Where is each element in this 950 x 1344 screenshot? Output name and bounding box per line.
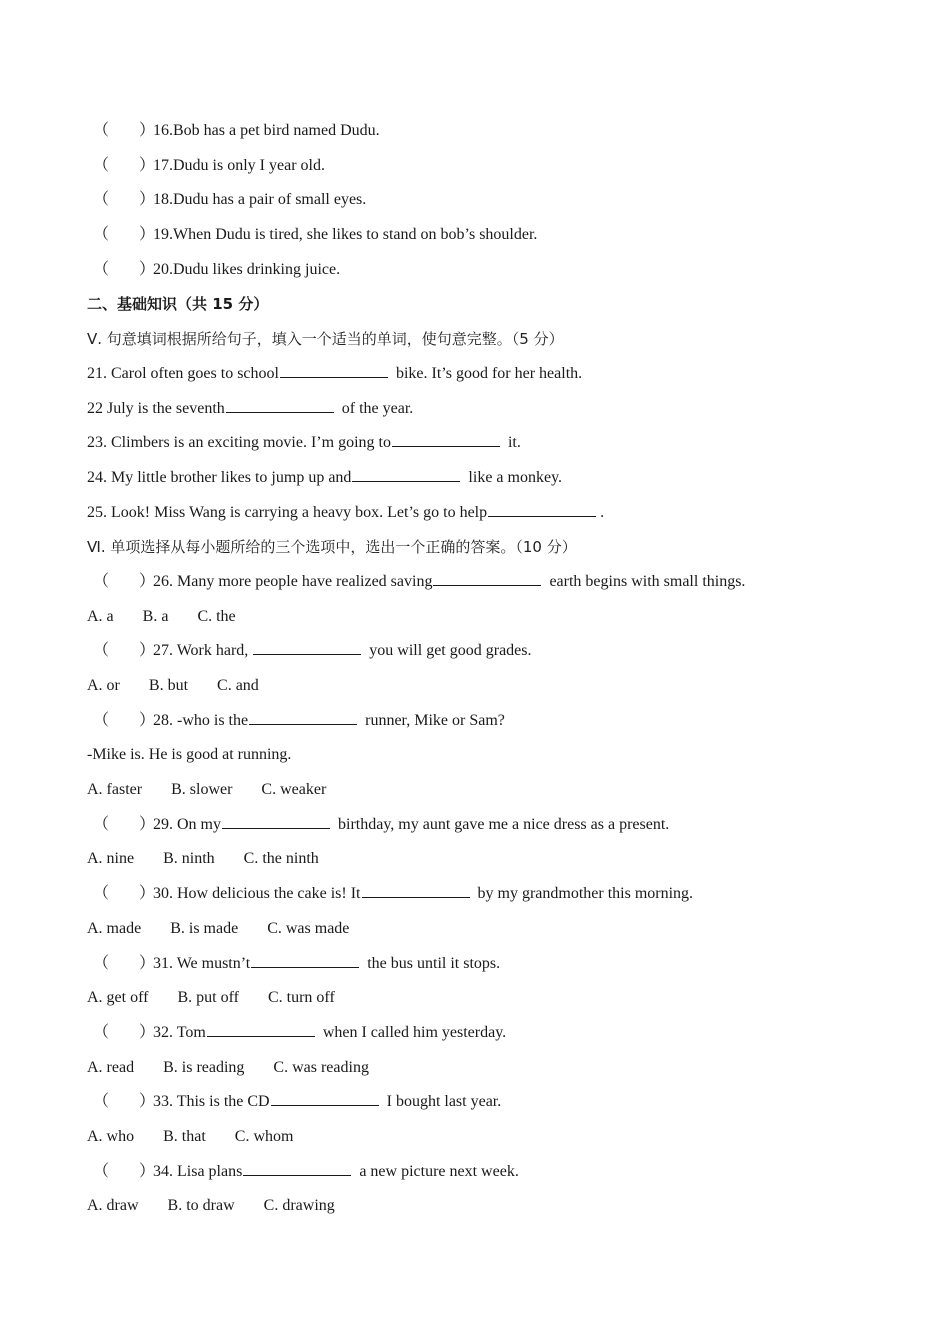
answer-option[interactable]: C. was made	[267, 919, 350, 937]
answer-option[interactable]: A. read	[87, 1058, 135, 1076]
mc-question	[87, 634, 887, 669]
answer-blank[interactable]	[352, 467, 460, 482]
answer-blank[interactable]	[222, 814, 330, 829]
fill-in-list	[87, 357, 887, 530]
tf-item	[87, 149, 887, 184]
part-6-title: Ⅵ. 单项选择从每小题所给的三个选项中，选出一个正确的答案。（10 分）	[87, 538, 577, 557]
bracket-close: ）	[139, 885, 156, 903]
answer-blank[interactable]	[392, 432, 500, 447]
answer-option[interactable]: C. turn off	[267, 989, 335, 1007]
question-number: 18.	[153, 191, 173, 209]
answer-bracket[interactable]	[87, 704, 156, 739]
question-text: Dudu is only I year old.	[173, 156, 325, 174]
mc-question	[87, 808, 887, 843]
option-row	[87, 912, 887, 947]
question-text-before: 31. We mustn’t	[153, 954, 251, 972]
question-text-before: 21. Carol often goes to school	[87, 364, 279, 382]
question-text-after: earth begins with small things.	[545, 572, 746, 590]
answer-option[interactable]: A. a	[87, 607, 114, 625]
answer-option[interactable]: A. who	[87, 1127, 135, 1145]
bracket-open: （	[93, 1162, 110, 1180]
answer-bracket[interactable]	[87, 808, 156, 843]
answer-blank[interactable]	[280, 363, 388, 378]
mc-question	[87, 704, 887, 739]
mc-question	[87, 1016, 887, 1051]
answer-blank[interactable]	[362, 883, 470, 898]
answer-blank[interactable]	[207, 1022, 315, 1037]
question-text-after: the bus until it stops.	[363, 954, 501, 972]
question-text-after: of the year.	[337, 399, 414, 417]
mc-question	[87, 565, 887, 600]
bracket-open: （	[93, 1093, 110, 1111]
answer-blank[interactable]	[249, 710, 357, 725]
question-text-before: 24. My little brother likes to jump up and	[87, 468, 352, 486]
bracket-open: （	[93, 122, 110, 139]
fill-item	[87, 392, 887, 427]
bracket-close: ）	[139, 642, 156, 660]
option-row	[87, 600, 887, 635]
question-text-after: I bought last year.	[382, 1093, 502, 1111]
bracket-close: ）	[139, 815, 156, 833]
answer-option[interactable]: B. is made	[170, 919, 239, 937]
question-number: 20.	[153, 260, 173, 278]
answer-option[interactable]: A. get off	[87, 989, 149, 1007]
answer-option[interactable]: C. weaker	[261, 781, 327, 799]
question-text-after: it.	[503, 434, 521, 452]
bracket-close: ）	[139, 1023, 156, 1041]
multiple-choice-list	[87, 565, 887, 1224]
tf-item	[87, 253, 887, 288]
fill-item	[87, 357, 887, 392]
section-2-title: 二、基础知识（共 15 分）	[87, 295, 269, 314]
question-text: Dudu has a pair of small eyes.	[173, 191, 367, 209]
question-text-after: like a monkey.	[464, 468, 563, 486]
worksheet-page	[87, 114, 887, 1224]
fill-item	[87, 426, 887, 461]
question-text-after: you will get good grades.	[365, 642, 532, 660]
bracket-close: ）	[139, 156, 156, 174]
question-number: 16.	[153, 122, 173, 139]
answer-bracket[interactable]	[87, 253, 156, 288]
answer-bracket[interactable]	[87, 565, 156, 600]
bracket-close: ）	[139, 1162, 156, 1180]
answer-bracket[interactable]	[87, 947, 156, 982]
question-text-before: 22 July is the seventh	[87, 399, 225, 417]
bracket-close: ）	[139, 226, 156, 244]
answer-option[interactable]: B. but	[148, 677, 189, 694]
answer-bracket[interactable]	[87, 1085, 156, 1120]
question-text: When Dudu is tired, she likes to stand on bob’s shoulder.	[173, 226, 538, 244]
question-text-after: runner, Mike or Sam?	[361, 711, 505, 729]
fill-item	[87, 496, 887, 531]
answer-option[interactable]: B. ninth	[163, 850, 215, 868]
answer-option[interactable]: C. was reading	[273, 1058, 369, 1076]
fill-item	[87, 461, 887, 496]
question-text-before: 29. On my	[153, 815, 221, 833]
bracket-close: ）	[139, 191, 156, 209]
answer-option[interactable]: C. the	[197, 607, 236, 625]
bracket-open: （	[93, 226, 110, 244]
question-text-before: 25. Look! Miss Wang is carrying a heavy box. Let’s go to help	[87, 503, 488, 521]
bracket-open: （	[93, 815, 110, 833]
question-text-after: a new picture next week.	[355, 1162, 519, 1180]
bracket-open: （	[93, 156, 110, 174]
question-text-before: 32. Tom	[153, 1023, 206, 1041]
answer-bracket[interactable]	[87, 1155, 156, 1190]
mc-question	[87, 1155, 887, 1190]
bracket-open: （	[93, 572, 110, 590]
answer-option[interactable]: B. that	[163, 1127, 206, 1145]
bracket-open: （	[93, 260, 110, 278]
bracket-close: ）	[139, 954, 156, 972]
answer-option[interactable]: A. nine	[87, 850, 135, 868]
tf-item	[87, 114, 887, 149]
answer-blank[interactable]	[243, 1161, 351, 1176]
tf-item	[87, 183, 887, 218]
question-reply-line: -Mike is. He is good at running.	[87, 746, 292, 764]
answer-option[interactable]: C. whom	[234, 1127, 294, 1145]
answer-option[interactable]: A. draw	[87, 1197, 139, 1215]
true-false-list	[87, 114, 887, 287]
bracket-open: （	[93, 711, 110, 729]
answer-option[interactable]: A. faster	[87, 781, 143, 799]
option-row	[87, 1189, 887, 1224]
answer-option[interactable]: B. a	[142, 607, 169, 625]
answer-bracket[interactable]	[87, 877, 156, 912]
question-text-after: bike. It’s good for her health.	[391, 364, 583, 382]
question-text-before: 28. -who is the	[153, 711, 249, 729]
answer-option[interactable]: A. or	[87, 677, 120, 694]
question-text-before: 27. Work hard,	[153, 642, 253, 660]
option-row	[87, 669, 887, 704]
question-text-before: 23. Climbers is an exciting movie. I’m going to	[87, 434, 391, 452]
tf-item	[87, 218, 887, 253]
answer-bracket[interactable]	[87, 183, 156, 218]
answer-bracket[interactable]	[87, 149, 156, 184]
question-text-before: 34. Lisa plans	[153, 1162, 243, 1180]
bracket-open: （	[93, 1023, 110, 1041]
answer-option[interactable]: C. and	[217, 677, 259, 694]
answer-bracket[interactable]	[87, 634, 156, 669]
option-row	[87, 773, 887, 808]
bracket-close: ）	[139, 572, 156, 590]
bracket-open: （	[93, 191, 110, 209]
part-5-title: Ⅴ. 句意填词根据所给句子，填入一个适当的单词，使句意完整。（5 分）	[87, 330, 564, 349]
question-text: Bob has a pet bird named Dudu.	[173, 122, 380, 139]
answer-blank[interactable]	[226, 398, 334, 413]
bracket-close: ）	[139, 711, 156, 729]
bracket-open: （	[93, 642, 110, 660]
mc-question	[87, 1085, 887, 1120]
answer-option[interactable]: C. drawing	[263, 1197, 335, 1215]
answer-option[interactable]: A. made	[87, 919, 142, 937]
question-text-after: .	[600, 503, 605, 521]
mc-question	[87, 877, 887, 912]
question-text-after: when I called him yesterday.	[318, 1023, 507, 1041]
question-number: 17.	[153, 156, 173, 174]
bracket-open: （	[93, 954, 110, 972]
answer-blank[interactable]	[488, 502, 596, 517]
question-text-before: 33. This is the CD	[153, 1093, 270, 1111]
answer-option[interactable]: C. the ninth	[243, 850, 319, 868]
answer-blank[interactable]	[433, 571, 541, 586]
answer-option[interactable]: B. slower	[171, 781, 233, 799]
option-row	[87, 1120, 887, 1155]
answer-bracket[interactable]	[87, 1016, 156, 1051]
question-text-before: 26. Many more people have realized saving	[153, 572, 433, 590]
question-text: Dudu likes drinking juice.	[173, 260, 341, 278]
option-row	[87, 1051, 887, 1086]
answer-blank[interactable]	[271, 1091, 379, 1106]
bracket-open: （	[93, 885, 110, 903]
bracket-close: ）	[139, 122, 156, 139]
answer-bracket[interactable]	[87, 114, 156, 149]
bracket-close: ）	[139, 1093, 156, 1111]
question-text-after: birthday, my aunt gave me a nice dress as a present.	[334, 815, 670, 833]
answer-blank[interactable]	[251, 953, 359, 968]
answer-blank[interactable]	[253, 640, 361, 655]
answer-option[interactable]: B. to draw	[167, 1197, 235, 1215]
bracket-close: ）	[139, 260, 156, 278]
mc-question	[87, 947, 887, 982]
option-row	[87, 842, 887, 877]
answer-option[interactable]: B. put off	[177, 989, 239, 1007]
answer-bracket[interactable]	[87, 218, 156, 253]
question-text-after: by my grandmother this morning.	[473, 885, 694, 903]
question-number: 19.	[153, 226, 173, 244]
answer-option[interactable]: B. is reading	[163, 1058, 245, 1076]
question-text-before: 30. How delicious the cake is! It	[153, 885, 361, 903]
option-row	[87, 981, 887, 1016]
